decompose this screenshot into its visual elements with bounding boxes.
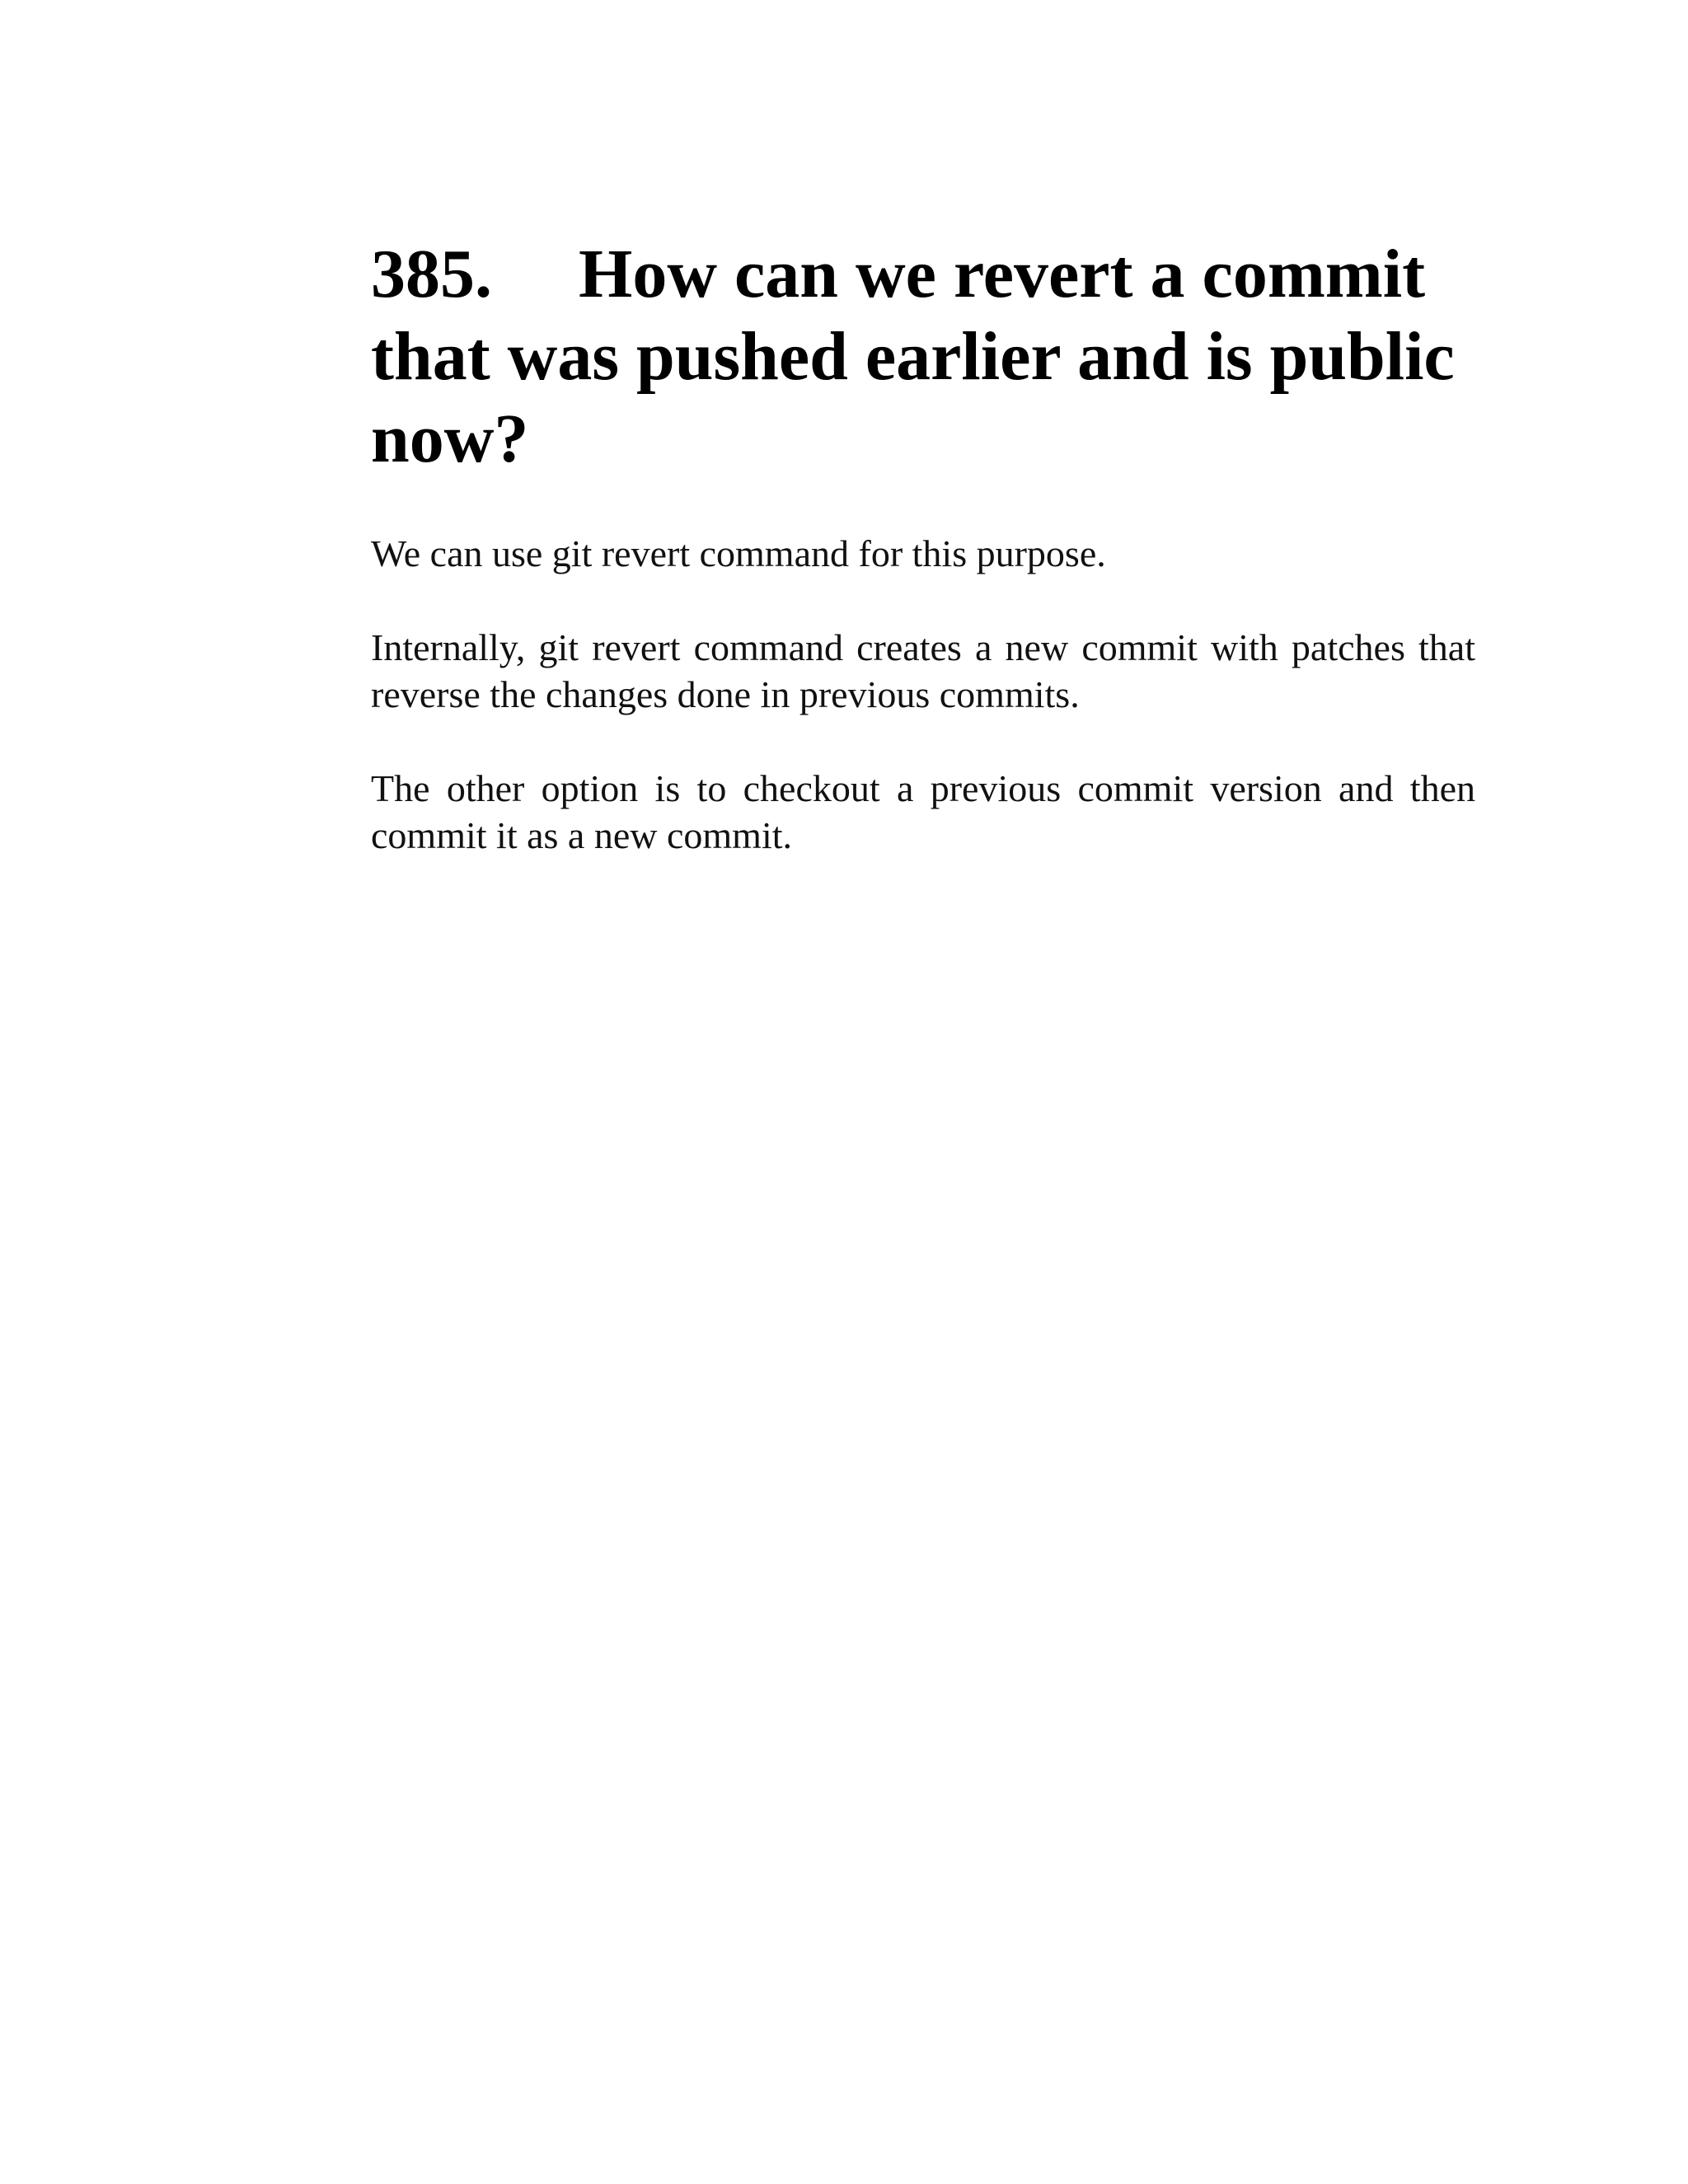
answer-paragraph-2: Internally, git revert command creates a new commit with patches that reverse the changes done in previous commits. <box>371 626 1475 715</box>
question-heading <box>371 233 1475 480</box>
page-content <box>371 233 1475 906</box>
answer-paragraph-1: We can use git revert command for this purpose. <box>371 532 1106 574</box>
question-number: 385. <box>371 236 492 312</box>
answer-paragraph-3: The other option is to checkout a previous commit version and then commit it as a new commit. <box>371 767 1475 856</box>
question-title: How can we revert a commit that was pushed earlier and is public now? <box>371 236 1455 477</box>
